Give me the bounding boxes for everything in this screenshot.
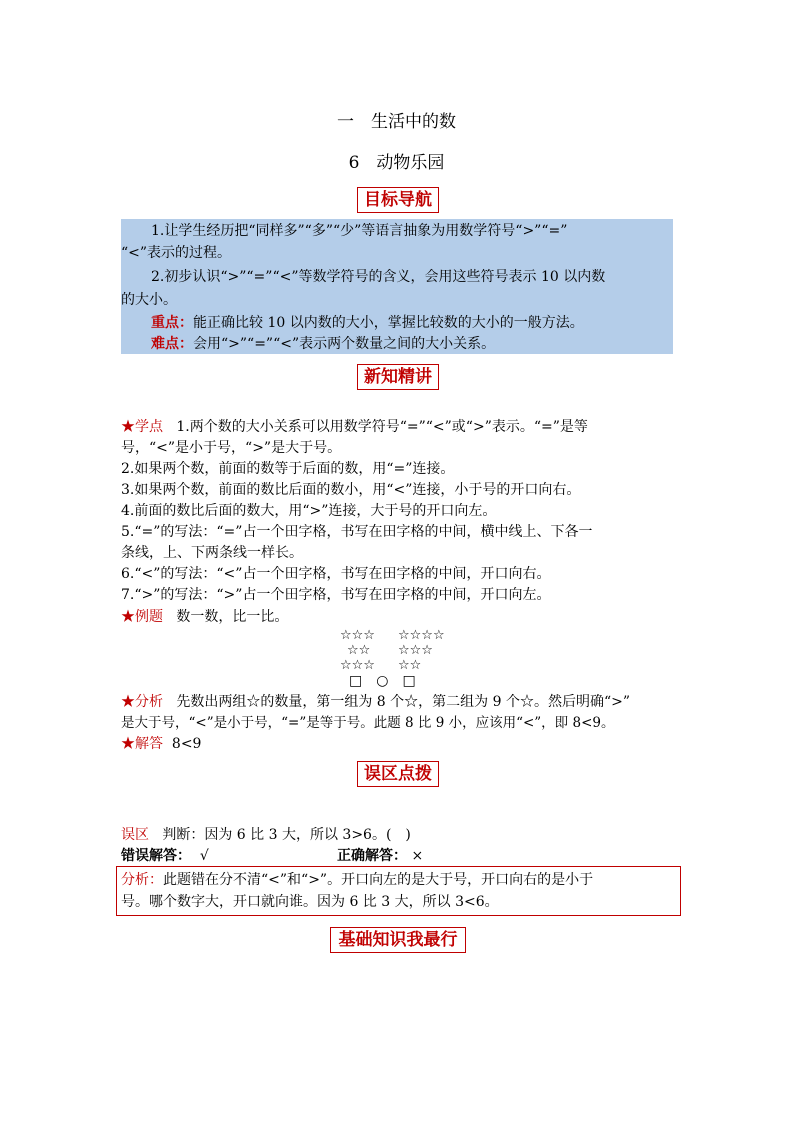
mistake-analysis-line-2: 号。哪个数字大，开口就向谁。因为 6 比 3 大，所以 3<6。: [121, 894, 499, 910]
star-group-right-row-2: ☆☆☆: [398, 643, 433, 658]
study-point-label: ★学点: [121, 419, 163, 435]
answer-text: 8<9: [171, 736, 202, 752]
analysis-line-2: 是大于号，“<”是小于号，“=”是等于号。此题 8 比 9 小，应该用“<”，即 8<9。: [121, 715, 615, 731]
right-answer: [337, 846, 423, 866]
mistake-label: 误区: [121, 827, 149, 843]
section-new-knowledge-heading: 新知精讲: [357, 364, 439, 390]
section-mistakes-heading: 误区点拨: [357, 761, 439, 787]
star-group-right-row-3: ☆☆: [398, 658, 422, 673]
goal-line-2: “<”表示的过程。: [121, 245, 232, 261]
wrong-answer: [121, 846, 209, 866]
mistake-analysis-label: 分析：: [121, 872, 163, 888]
knowledge-item-2: 2.如果两个数，前面的数等于后面的数，用“=”连接。: [121, 461, 455, 477]
key-point: [121, 313, 584, 333]
goal-line-4: 的大小。: [121, 292, 177, 308]
analysis-text: 先数出两组☆的数量，第一组为 8 个☆，第二组为 9 个☆。然后明确“>”: [176, 694, 631, 710]
wrong-answer-label: 错误解答：: [121, 848, 191, 864]
star-group-left-row-3: ☆☆☆: [340, 658, 375, 673]
study-point-text: 1.两个数的大小关系可以用数学符号“=”“<”或“>”表示。“=”是等: [176, 419, 588, 435]
analysis-line-1: [121, 692, 630, 712]
mistake-analysis-line-1: [121, 870, 593, 890]
section-basics-heading: 基础知识我最行: [330, 927, 466, 953]
knowledge-item-6: 6.“<”的写法：“<”占一个田字格，书写在田字格的中间，开口向右。: [121, 566, 551, 582]
difficult-point-label: 难点：: [151, 336, 193, 352]
study-point-line-1: [121, 417, 588, 437]
goal-line-3: 2.初步认识“>”“=”“<”等数学符号的含义，会用这些符号表示 10 以内数: [151, 269, 606, 285]
knowledge-item-5: 5.“=”的写法：“=”占一个田字格，书写在田字格的中间，横中线上、下各一: [121, 524, 593, 540]
key-point-label: 重点：: [151, 315, 193, 331]
knowledge-item-4: 4.前面的数比后面的数大，用“>”连接，大于号的开口向左。: [121, 503, 497, 519]
compare-row: □ ○ □: [349, 673, 416, 689]
mistake-question: 判断：因为 6 比 3 大，所以 3>6。( ): [162, 827, 411, 843]
key-point-text: 能正确比较 10 以内数的大小，掌握比较数的大小的一般方法。: [193, 315, 584, 331]
goal-line-1: 1.让学生经历把“同样多”“多”“少”等语言抽象为用数学符号“>”“=”: [151, 223, 568, 239]
difficult-point-text: 会用“>”“=”“<”表示两个数量之间的大小关系。: [193, 336, 496, 352]
knowledge-item-5-cont: 条线，上、下两条线一样长。: [121, 545, 303, 561]
right-answer-value: ×: [411, 848, 424, 864]
answer-label: ★解答: [121, 736, 163, 752]
analysis-label: ★分析: [121, 694, 163, 710]
star-group-left-row-2: ☆☆: [347, 643, 371, 658]
example-label: ★例题: [121, 609, 163, 625]
star-group-right-row-1: ☆☆☆☆: [398, 628, 445, 643]
star-group-left-row-1: ☆☆☆: [340, 628, 375, 643]
example-text: 数一数，比一比。: [176, 609, 289, 625]
section-goals-heading: 目标导航: [357, 187, 439, 213]
answer-line: [121, 734, 201, 754]
difficult-point: [121, 334, 495, 354]
unit-title: 一 生活中的数: [337, 112, 456, 132]
knowledge-item-3: 3.如果两个数，前面的数比后面的数小，用“<”连接，小于号的开口向右。: [121, 482, 581, 498]
mistake-question-line: [121, 825, 411, 845]
example-line: [121, 607, 288, 627]
mistake-analysis-text: 此题错在分不清“<”和“>”。开口向左的是大于号，开口向右的是小于: [163, 872, 594, 888]
knowledge-item-7: 7.“>”的写法：“>”占一个田字格，书写在田字格的中间，开口向左。: [121, 587, 551, 603]
lesson-title: 6 动物乐园: [348, 153, 445, 173]
wrong-answer-value: √: [199, 848, 209, 864]
study-point-line-2: 号，“<”是小于号，“>”是大于号。: [121, 440, 342, 456]
right-answer-label: 正确解答：: [337, 848, 407, 864]
